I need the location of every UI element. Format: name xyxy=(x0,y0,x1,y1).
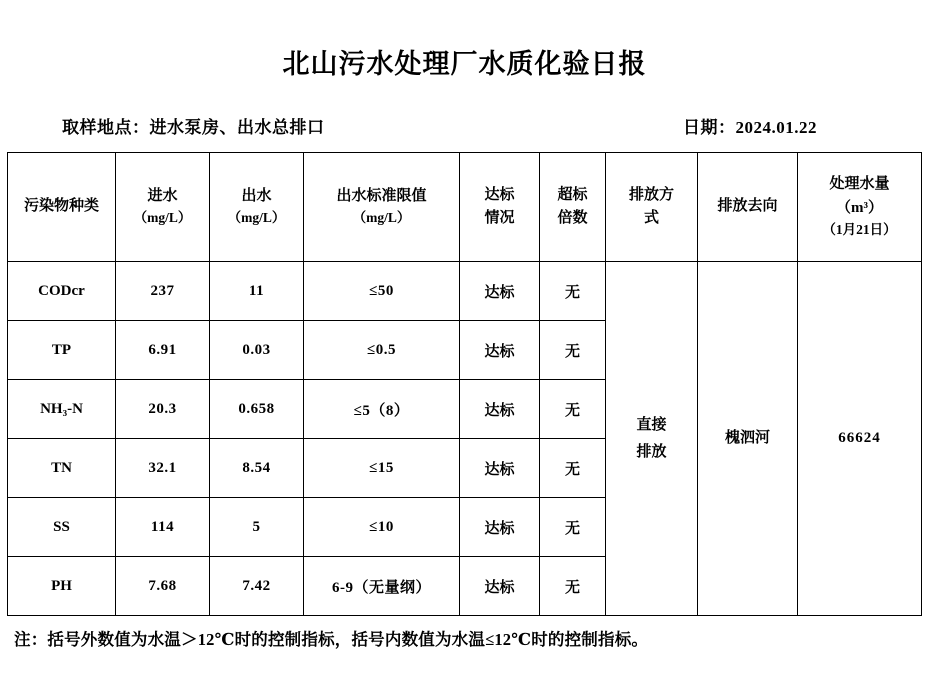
footnote: 注：括号外数值为水温＞12℃时的控制指标，括号内数值为水温≤12℃时的控制指标。 xyxy=(14,630,649,649)
header-exceed-line2: 倍数 xyxy=(557,210,588,226)
cell-pollutant: SS xyxy=(8,498,116,557)
cell-effluent: 5 xyxy=(210,498,304,557)
header-standard-limit xyxy=(304,153,460,262)
cell-compliance: 达标 xyxy=(460,557,540,616)
cell-effluent: 0.658 xyxy=(210,380,304,439)
cell-standard: ≤5（8） xyxy=(304,380,460,439)
header-treated-volume xyxy=(798,153,922,262)
header-volume-line2: （m³） xyxy=(836,199,883,216)
cell-exceed: 无 xyxy=(540,380,606,439)
discharge-mode-line1: 直接 xyxy=(636,416,667,433)
cell-pollutant: PH xyxy=(8,557,116,616)
cell-effluent: 11 xyxy=(210,262,304,321)
cell-pollutant: CODcr xyxy=(8,262,116,321)
header-influent-unit: （mg/L） xyxy=(133,210,192,226)
header-compliance-line2: 情况 xyxy=(484,210,515,226)
header-effluent xyxy=(210,153,304,262)
cell-influent: 7.68 xyxy=(116,557,210,616)
cell-exceed: 无 xyxy=(540,321,606,380)
header-compliance-line1: 达标 xyxy=(484,186,515,203)
table-header-row xyxy=(8,153,922,262)
header-compliance xyxy=(460,153,540,262)
header-volume-line3: （1月21日） xyxy=(822,221,897,237)
cell-standard: 6-9（无量纲） xyxy=(304,557,460,616)
cell-standard: ≤10 xyxy=(304,498,460,557)
cell-influent: 20.3 xyxy=(116,380,210,439)
cell-discharge-destination: 槐泗河 xyxy=(698,262,798,616)
discharge-mode-line2: 排放 xyxy=(636,443,667,460)
cell-compliance: 达标 xyxy=(460,380,540,439)
cell-standard: ≤50 xyxy=(304,262,460,321)
cell-standard: ≤15 xyxy=(304,439,460,498)
cell-compliance: 达标 xyxy=(460,321,540,380)
cell-effluent: 7.42 xyxy=(210,557,304,616)
cell-exceed: 无 xyxy=(540,498,606,557)
cell-influent: 6.91 xyxy=(116,321,210,380)
cell-compliance: 达标 xyxy=(460,498,540,557)
header-volume-line1: 处理水量 xyxy=(829,176,890,193)
cell-treated-volume: 66624 xyxy=(798,262,922,616)
cell-influent: 114 xyxy=(116,498,210,557)
header-discharge-destination: 排放去向 xyxy=(698,153,798,262)
header-exceed-factor xyxy=(540,153,606,262)
header-effluent-label: 出水 xyxy=(241,187,272,204)
header-influent xyxy=(116,153,210,262)
cell-pollutant: NH₃-N xyxy=(8,380,116,439)
cell-effluent: 0.03 xyxy=(210,321,304,380)
cell-exceed: 无 xyxy=(540,439,606,498)
report-date: 日期：2024.01.22 xyxy=(683,118,817,137)
header-discharge-mode-line2: 式 xyxy=(643,210,659,226)
cell-exceed: 无 xyxy=(540,262,606,321)
table-row xyxy=(8,262,922,321)
header-discharge-mode-line1: 排放方 xyxy=(628,186,674,203)
report-page xyxy=(0,42,929,692)
cell-pollutant: TP xyxy=(8,321,116,380)
cell-influent: 237 xyxy=(116,262,210,321)
cell-influent: 32.1 xyxy=(116,439,210,498)
meta-row xyxy=(0,113,929,138)
header-pollutant: 污染物种类 xyxy=(8,153,116,262)
header-effluent-unit: （mg/L） xyxy=(227,210,286,226)
cell-exceed: 无 xyxy=(540,557,606,616)
sampling-location: 取样地点：进水泵房、出水总排口 xyxy=(62,118,325,137)
page-title: 北山污水处理厂水质化验日报 xyxy=(282,49,647,79)
header-discharge-mode xyxy=(606,153,698,262)
header-standard-unit: （mg/L） xyxy=(352,210,411,226)
cell-compliance: 达标 xyxy=(460,439,540,498)
water-quality-table xyxy=(7,152,922,616)
cell-compliance: 达标 xyxy=(460,262,540,321)
header-influent-label: 进水 xyxy=(147,187,178,204)
header-exceed-line1: 超标 xyxy=(557,186,588,203)
cell-pollutant: TN xyxy=(8,439,116,498)
header-standard-label: 出水标准限值 xyxy=(336,187,427,204)
cell-discharge-mode xyxy=(606,262,698,616)
cell-effluent: 8.54 xyxy=(210,439,304,498)
cell-standard: ≤0.5 xyxy=(304,321,460,380)
